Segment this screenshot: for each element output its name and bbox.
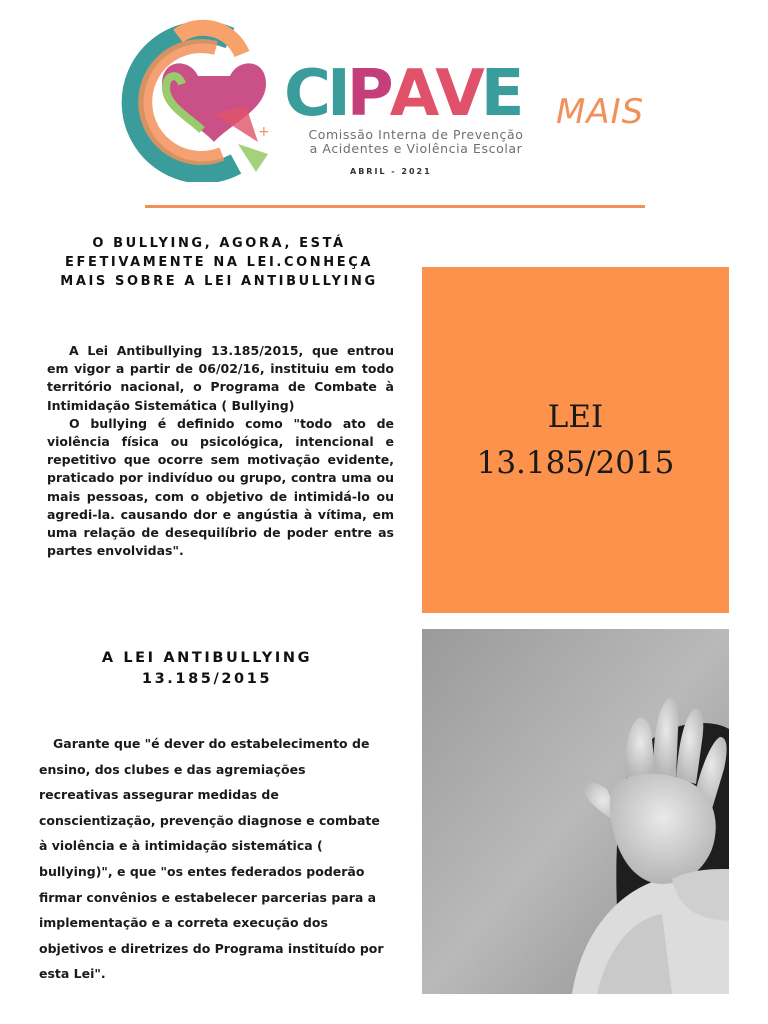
section1-paragraph-1: A Lei Antibullying 13.185/2015, que entrou em vigor a partir de 06/02/16, instituiu em todo território nacional, o Programa de Combate à Intimidação Sistemática ( Bullying) — [47, 343, 394, 413]
section1-heading: O BULLYING, AGORA, ESTÁ EFETIVAMENTE NA LEI.CONHEÇA MAIS SOBRE A LEI ANTIBULLYING — [60, 236, 378, 289]
logo-plus-mark: + — [258, 124, 270, 140]
law-number-box — [422, 267, 729, 613]
law-box-text — [477, 394, 675, 486]
section1-body — [47, 342, 394, 560]
section2-body — [39, 731, 384, 987]
logo-suffix-mais: MAIS — [556, 92, 645, 132]
cipave-wordmark: CIPAVE — [284, 57, 521, 131]
section1-paragraph-2: O bullying é definido como "todo ato de violência física ou psicológica, intencional e repetitivo que ocorre sem motivação evidente, praticado por indivíduo ou grupo, contra uma ou mais pessoas, com o objetivo de intimidá-lo ou agredi-la. causando dor e angústia à vítima, em uma relação de desequilíbrio de poder entre as partes envolvidas". — [47, 415, 394, 559]
cipave-logo-mark — [118, 14, 278, 182]
logo-subtitle — [296, 128, 536, 156]
logo-subtitle-line2: a Acidentes e Violência Escolar — [309, 141, 523, 156]
stop-hand-photo — [422, 629, 729, 994]
issue-date: ABRIL - 2021 — [350, 167, 432, 176]
logo-subtitle-line1: Comissão Interna de Prevenção — [308, 127, 524, 142]
header-divider — [145, 205, 645, 208]
section2-heading: A LEI ANTIBULLYING 13.185/2015 — [101, 650, 313, 687]
law-box-line2: 13.185/2015 — [476, 445, 675, 481]
section2-paragraph: Garante que "é dever do estabelecimento de ensino, dos clubes e das agremiações recreativas assegurar medidas de conscientização, prevenção diagnose e combate à violência e à intimidação sistemática ( bullying)", e que "os entes federados poderão firmar convênios e estabelecer parcerias para a implementação e a correta execução dos objetivos e diretrizes do Programa instituído por esta Lei". — [39, 736, 384, 982]
law-box-line1: LEI — [547, 399, 604, 435]
